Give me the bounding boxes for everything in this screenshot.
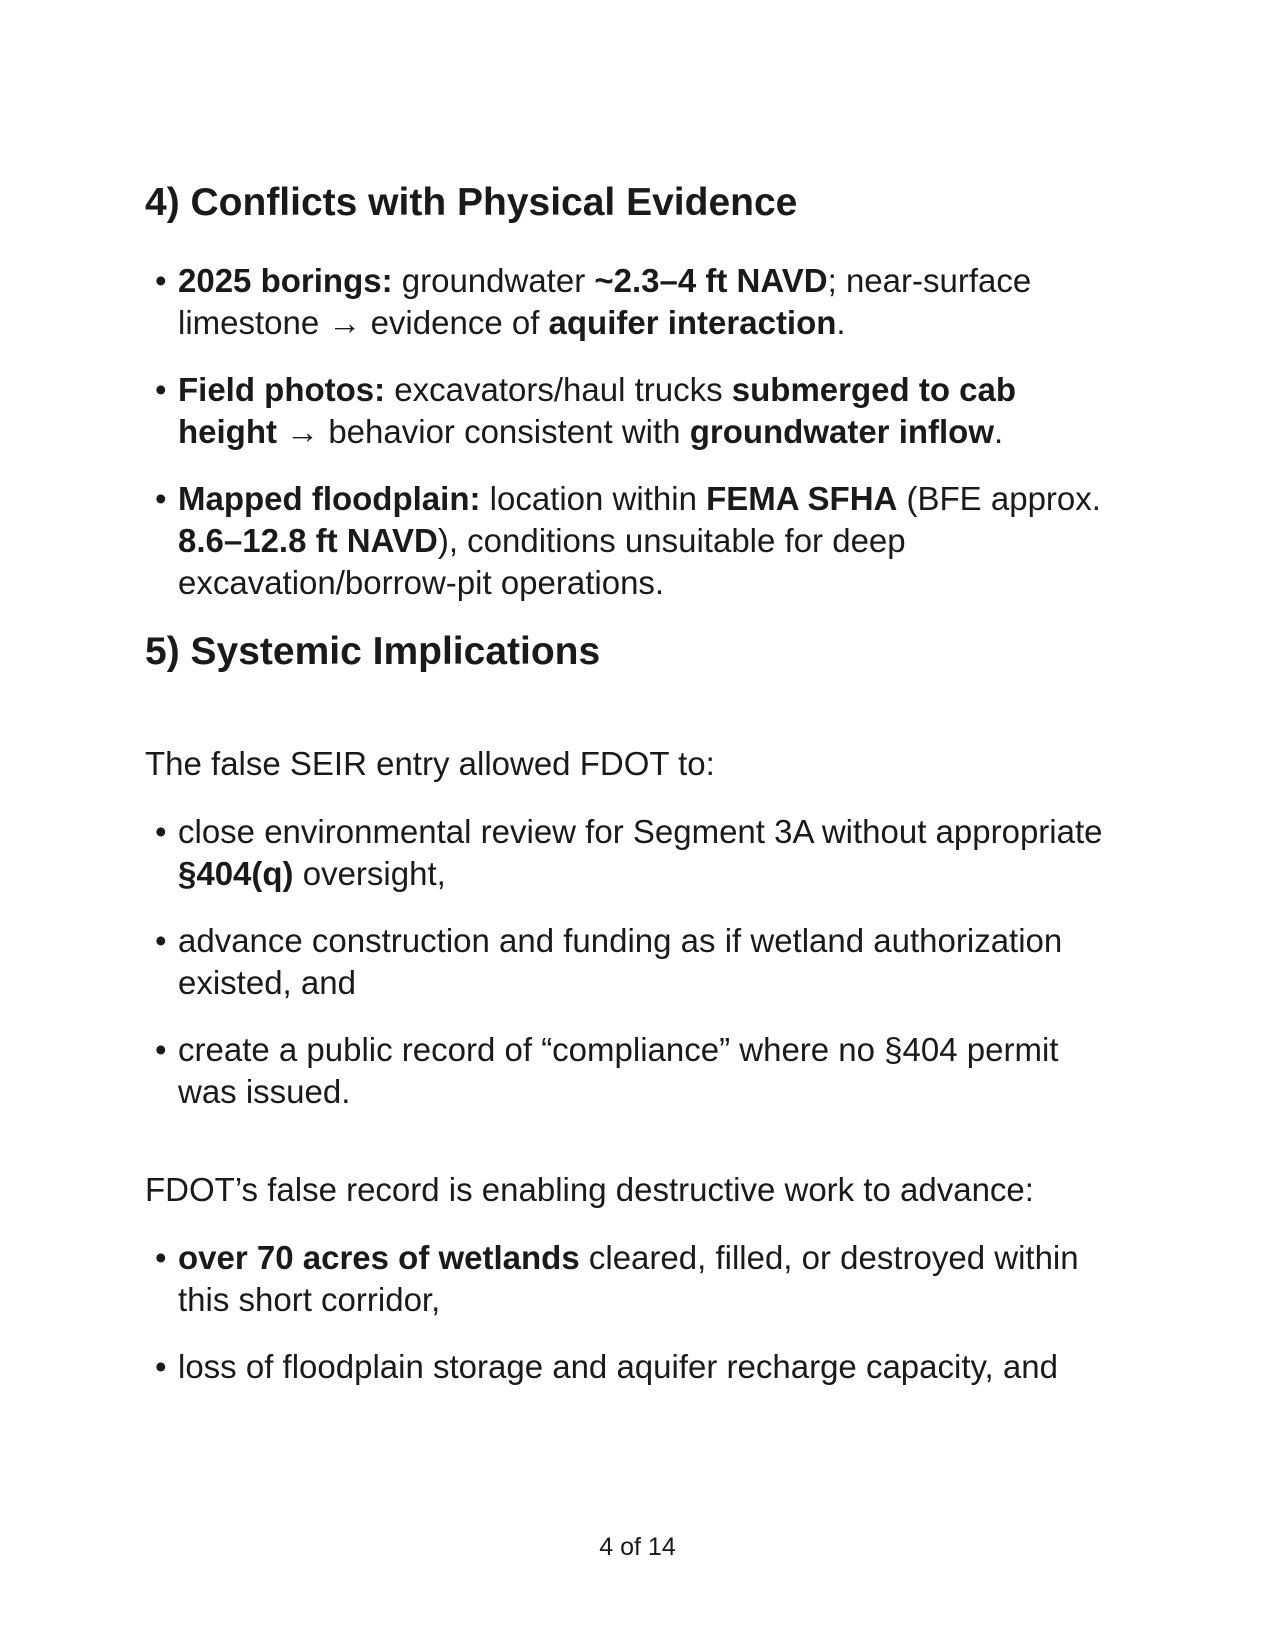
list-item xyxy=(145,920,1116,1004)
list-item xyxy=(145,1029,1116,1113)
text-run: FEMA SFHA xyxy=(706,480,898,517)
text-run: location within xyxy=(480,480,707,517)
text-run: ~2.3–4 ft NAVD xyxy=(594,262,828,299)
text-run: over 70 acres of wetlands xyxy=(178,1239,580,1276)
list-item xyxy=(145,369,1116,453)
text-run: submerged to cab height xyxy=(178,371,1017,450)
list-item xyxy=(145,811,1116,895)
list-item-text xyxy=(178,1031,1058,1110)
section-5-intro-paragraph: The false SEIR entry allowed FDOT to: xyxy=(145,745,715,782)
bullet-icon: • xyxy=(155,1031,167,1068)
bullet-icon: • xyxy=(155,262,167,299)
text-run: oversight, xyxy=(293,855,446,892)
list-item-text xyxy=(178,813,1103,892)
bullet-icon: • xyxy=(155,1348,167,1385)
text-run: §404(q) xyxy=(178,855,294,892)
text-run: (BFE approx. xyxy=(897,480,1101,517)
text-run: ), conditions unsuitable for deep excavation/borrow-pit operations. xyxy=(178,522,906,601)
list-item xyxy=(145,478,1116,604)
bullet-icon: • xyxy=(155,922,167,959)
bullet-icon: • xyxy=(155,371,167,408)
list-item-text xyxy=(178,480,1101,601)
bullet-icon: • xyxy=(155,480,167,517)
text-run: loss of floodplain storage and aquifer recharge capacity, and xyxy=(178,1348,1058,1385)
text-run: create a public record of “compliance” where no §404 permit was issued. xyxy=(178,1031,1059,1110)
text-run: 8.6–12.8 ft NAVD xyxy=(178,522,438,559)
list-item xyxy=(145,1346,1116,1388)
list-item-text xyxy=(178,262,1031,341)
section-4-heading: 4) Conflicts with Physical Evidence xyxy=(145,181,798,224)
text-run: cleared, filled, or destroyed within this short corridor, xyxy=(178,1239,1079,1318)
list-item-text xyxy=(178,371,1016,450)
list-item xyxy=(145,260,1116,344)
text-run: 2025 borings: xyxy=(178,262,393,299)
text-run: → behavior consistent with xyxy=(276,413,690,450)
section-5-second-intro-paragraph: FDOT’s false record is enabling destructive work to advance: xyxy=(145,1171,1034,1208)
text-run: . xyxy=(994,413,1004,450)
section-5-bullet-list xyxy=(145,811,1116,1113)
section-5-heading: 5) Systemic Implications xyxy=(145,630,601,673)
text-run: groundwater inflow xyxy=(689,413,995,450)
text-run: Mapped floodplain: xyxy=(178,480,481,517)
list-item-text xyxy=(178,1348,1058,1385)
list-item-text xyxy=(178,1239,1079,1318)
section-4-bullet-list xyxy=(145,260,1116,604)
text-run: groundwater xyxy=(392,262,595,299)
bullet-icon: • xyxy=(155,813,167,850)
text-run: ; near-surface limestone → evidence of xyxy=(178,262,1032,341)
list-item xyxy=(145,1237,1116,1321)
text-run: Field photos: xyxy=(178,371,386,408)
list-item-text xyxy=(178,922,1062,1001)
page-footer xyxy=(0,1531,1275,1563)
text-run: excavators/haul trucks xyxy=(385,371,732,408)
section-5-second-bullet-list xyxy=(145,1237,1116,1388)
text-run: . xyxy=(836,304,846,341)
text-run: close environmental review for Segment 3A without appropriate xyxy=(178,813,1103,850)
text-run: aquifer interaction xyxy=(548,304,837,341)
bullet-icon: • xyxy=(155,1239,167,1276)
document-content xyxy=(145,180,1116,1413)
page-number: 4 of 14 xyxy=(599,1533,676,1561)
text-run: advance construction and funding as if wetland authorization existed, and xyxy=(178,922,1063,1001)
